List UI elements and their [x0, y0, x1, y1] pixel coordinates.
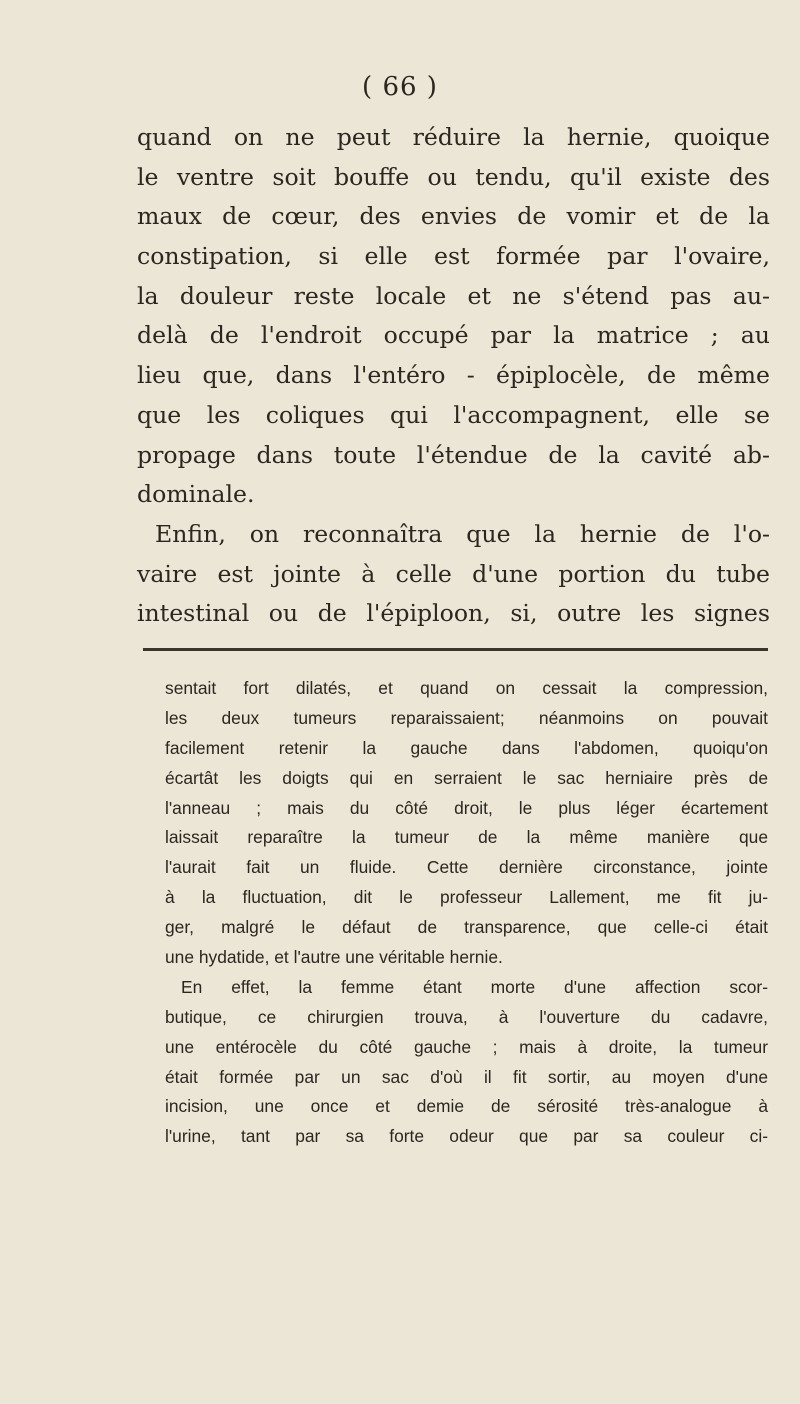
footnote-line: l'aurait fait un fluide. Cette dernière circonstance, jointe [165, 857, 768, 878]
text-line: la douleur reste locale et ne s'étend pas au- [137, 281, 770, 310]
footnote-line: laissait reparaître la tumeur de la même manière que [165, 827, 768, 848]
text-line: propage dans toute l'étendue de la cavité ab- [137, 440, 770, 469]
text-line: quand on ne peut réduire la hernie, quoique [137, 123, 770, 151]
footnote-line: En effet, la femme étant morte d'une affection scor- [181, 976, 768, 997]
page-number: ( 66 ) [362, 72, 438, 102]
footnote-text [165, 674, 768, 1152]
footnote-line: une entérocèle du côté gauche ; mais à droite, la tumeur [165, 1036, 768, 1057]
text-line: que les coliques qui l'accompagnent, elle se [137, 400, 770, 429]
footnote-line: à la fluctuation, dit le professeur Lallement, me fit ju- [165, 887, 768, 908]
text-line: vaire est jointe à celle d'une portion du tube [137, 559, 770, 588]
footnote-line: l'urine, tant par sa forte odeur que par sa couleur ci- [165, 1126, 768, 1147]
text-line: maux de cœur, des envies de vomir et de la [137, 202, 770, 231]
footnote-line: facilement retenir la gauche dans l'abdomen, quoiqu'on [165, 737, 768, 758]
footnote-line: butique, ce chirurgien trouva, à l'ouverture du cadavre, [165, 1006, 768, 1027]
text-line: constipation, si elle est formée par l'ovaire, [137, 242, 770, 271]
footnote-line: écartât les doigts qui en serraient le sac herniaire près de [165, 767, 768, 788]
footnote-line: sentait fort dilatés, et quand on cessait la compression, [165, 678, 768, 698]
text-line: intestinal ou de l'épiploon, si, outre les signes [137, 599, 770, 628]
footnote-separator [143, 648, 768, 651]
main-text [137, 118, 770, 634]
footnote-line: une hydatide, et l'autre une véritable hernie. [165, 947, 503, 968]
text-line: dominale. [137, 480, 255, 509]
footnote-line: l'anneau ; mais du côté droit, le plus léger écartement [165, 797, 768, 818]
footnote-line: était formée par un sac d'où il fit sortir, au moyen d'une [165, 1066, 768, 1087]
text-line: delà de l'endroit occupé par la matrice ; au [137, 321, 770, 350]
text-line: lieu que, dans l'entéro - épiplocèle, de même [137, 361, 770, 390]
text-line: le ventre soit bouffe ou tendu, qu'il existe des [137, 162, 770, 191]
footnote-line: les deux tumeurs reparaissaient; néanmoins on pouvait [165, 707, 768, 728]
footnote-line: ger, malgré le défaut de transparence, que celle-ci était [165, 917, 768, 938]
footnote-line: incision, une once et demie de sérosité très-analogue à [165, 1096, 768, 1117]
text-line: Enfin, on reconnaîtra que la hernie de l'o- [155, 519, 770, 548]
